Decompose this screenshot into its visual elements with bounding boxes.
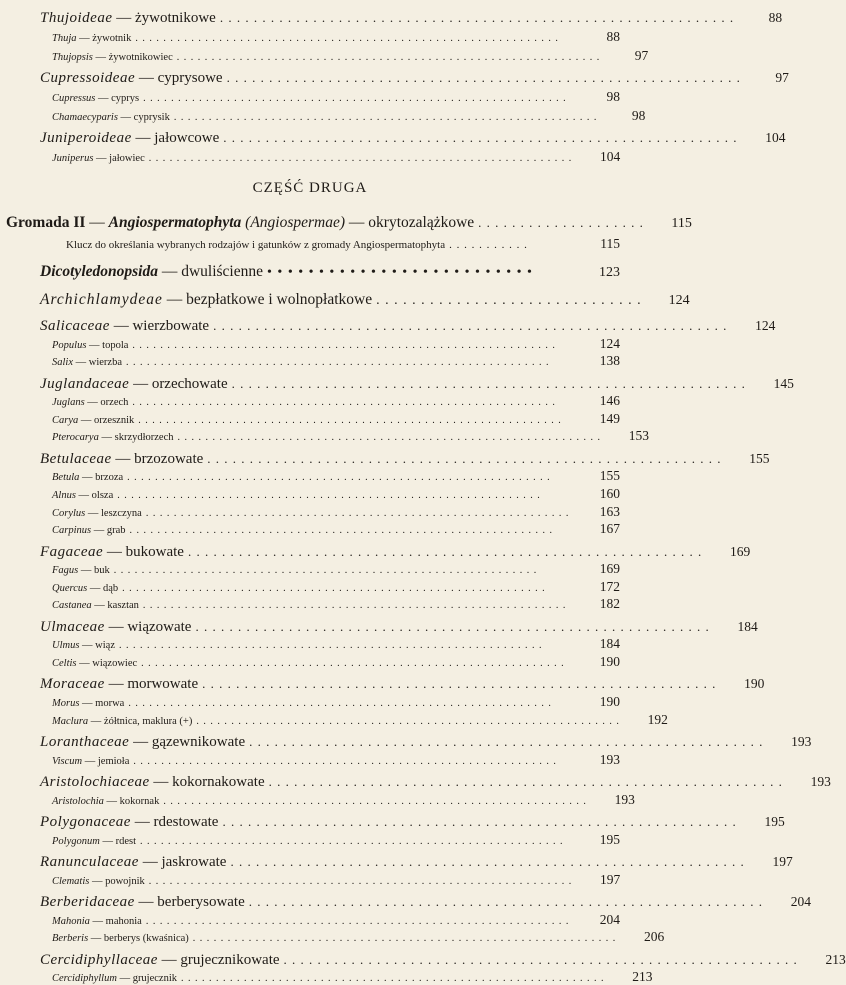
entry-label: Cupressus — cyprys	[52, 93, 140, 104]
entry-label: Ulmaceae — wiązowate	[40, 618, 192, 635]
polish-name: buk	[94, 565, 110, 577]
family-entry[interactable]	[0, 676, 765, 693]
polish-name: wiązowate	[127, 618, 192, 635]
polish-name: olsza	[91, 490, 114, 501]
page-number: 190	[744, 676, 765, 692]
polish-name: brzoza	[95, 472, 124, 484]
entry-label: Maclura — żółtnica, maklura (+)	[52, 715, 193, 727]
polish-name: gązewnikowate	[151, 734, 246, 750]
family-entry[interactable]	[0, 734, 812, 751]
dot-leader: . . . . . . . . . . . . . . . . . . . . . . . . . . . . . . . . . . . . . . . . . . . . . . . . . . . . . . . . . . . . .	[222, 814, 737, 829]
dot-leader: . . . . . . . . . . . . . . . . . . . . . . . . . . . . . . . . . . . . . . . . . . . . . . . . . . . . . . . . . . . . .	[145, 915, 570, 927]
latin-name: Populus	[52, 339, 87, 351]
page-number: 124	[599, 335, 620, 351]
page-number: 97	[775, 70, 789, 85]
latin-name: Juglans	[52, 397, 85, 409]
genus-entry[interactable]	[0, 108, 646, 124]
dot-leader: . . . . . . . . . . . . . . . . . . . . . . . . . . . . . . . . . . . . . . . . . . . . . . . . . . . . . . . . . . . . .	[140, 835, 564, 847]
entry-label: Juglans — orzech	[52, 397, 129, 409]
latin-name: Ulmaceae	[40, 618, 105, 635]
subclass-latin: Archichlamydeae	[40, 291, 163, 308]
polish-name: brzozowate	[134, 450, 204, 467]
dot-leader: . . . . . . . . . . . . . . . . . . . . . . . . . . . . . . . . . . . . . . . . . . . . . . . . . . . . . . . . . . . . .	[181, 973, 605, 985]
dot-leader: . . . . . . . . . . . . . . . . . . . . . . . . . . . . . . . . . . . . . . . . . . . . . . . . . . . . . . . . . . . . .	[187, 543, 703, 559]
genus-entry[interactable]	[0, 969, 653, 985]
family-entry[interactable]	[0, 375, 794, 393]
entry-label: Juniperus — jałowiec	[52, 153, 145, 164]
latin-name: Aristolochia	[52, 795, 104, 807]
entry-label: Thuja — żywotnik	[52, 33, 132, 44]
entry-label: Castanea — kasztan	[52, 600, 139, 612]
page-number: 104	[600, 149, 621, 164]
polish-name: morwowate	[127, 676, 199, 693]
group-entry[interactable]	[0, 214, 692, 232]
entry-label: Corylus — leszczyna	[52, 507, 142, 519]
polish-name: żywotnikowiec	[108, 52, 173, 63]
entry-label: Carpinus — grab	[52, 525, 126, 537]
entry-label: Cupressoideae — cyprysowe	[40, 70, 223, 86]
page-number: 184	[737, 618, 758, 634]
page-number: 193	[599, 751, 620, 767]
genus-entry[interactable]	[0, 791, 635, 808]
family-entry[interactable]	[0, 450, 770, 468]
entry-label: Fagaceae — bukowate	[40, 543, 184, 560]
page-number: 190	[599, 654, 620, 669]
polish-name: żywotnik	[92, 33, 132, 44]
dot-leader: . . . . . . . . . . . . . . . . . . . . . . . . . . . . . . . . . . . . . . . . . . . . . . . . . . . . . . . . . . . . .	[268, 774, 783, 789]
genus-entry[interactable]	[0, 579, 620, 595]
page-number: 163	[599, 503, 620, 519]
family-entry[interactable]	[0, 951, 846, 969]
page-number: 167	[599, 521, 620, 537]
polish-name: wierzbowate	[132, 318, 210, 334]
polish-name: berberysowate	[157, 894, 245, 910]
genus-entry[interactable]	[0, 353, 620, 369]
page-number: 213	[632, 969, 653, 985]
dot-leader: . . . . . . . . . . . . . . . . . . . . . . . . . . . . . . . . . . . . . . . . . . . . . . . . . . . . . . . . . . . . .	[177, 432, 601, 444]
entry-label: Alnus — olsza	[52, 490, 114, 501]
page-number: 213	[825, 951, 846, 967]
page-number: 172	[599, 578, 620, 594]
polish-name: dąb	[102, 582, 119, 594]
latin-name: Fagus	[52, 565, 79, 577]
polish-name: orzesznik	[94, 414, 135, 426]
latin-name: Juniperoideae	[40, 130, 132, 146]
page-number: 193	[791, 734, 812, 749]
latin-name: Berberis	[52, 933, 89, 945]
latin-name: Berberidaceae	[40, 894, 135, 910]
polish-name: topola	[102, 339, 129, 351]
page-number: 184	[599, 636, 620, 652]
latin-name: Salicaceae	[40, 318, 110, 334]
page-number: 204	[599, 911, 620, 927]
class-entry[interactable]: Dicotyledonopsida — dwuliścienne • • • • • • • • • • • • • • • • • • • • • • • • • • 123	[40, 263, 620, 280]
entry-label: Polygonaceae — rdestowate	[40, 814, 219, 830]
polish-name: leszczyna	[101, 507, 142, 519]
dot-leader: . . . . . . . . . . . . . . . . . . . . . . . . . . . . . . . . . . . . . . . . . . . . . . . . . . . . . . . . . . . . .	[119, 640, 543, 652]
entry-label: Juniperoideae — jałowcowe	[40, 130, 220, 146]
entry-label: Salix — wierzba	[52, 357, 122, 369]
entry-label: Morus — morwa	[52, 698, 125, 709]
page-number: 115	[671, 216, 692, 231]
page-number: 195	[764, 814, 785, 829]
latin-name: Clematis	[52, 875, 90, 887]
entry-label: Populus — topola	[52, 339, 129, 351]
dot-leader: . . . . . . . . . . . . . . . . . . . . . . . . . . . . . . . . . . . . . . . . . . . . . . . . . . . . . . . . . . . . .	[148, 153, 573, 164]
genus-entry[interactable]	[0, 872, 620, 888]
polish-name: jałowcowe	[154, 130, 220, 146]
page-number: 197	[772, 854, 793, 869]
latin-name: Loranthaceae	[40, 734, 130, 750]
group-paren: (Angiospermae)	[245, 214, 346, 231]
genus-entry[interactable]	[0, 149, 620, 165]
genus-entry[interactable]	[0, 832, 620, 848]
dot-leader: . . . . . . . . . . . . . . . . . . . . . . . . . . . . . . . . . . . . . . . . . . . . . . . . . . . . . . . . . . . . .	[135, 33, 559, 44]
polish-name: jałowiec	[109, 153, 145, 164]
family-entry[interactable]	[0, 854, 793, 871]
entry-label: Aristolochia — kokornak	[52, 795, 160, 807]
polish-name: orzech	[100, 397, 129, 409]
dot-leader: . . . . . . . . . . . . . . . . . . . . . . . . . . . . . . . . . . . . . . . . . . . . . . . . . . . . . . . . . . . . .	[192, 933, 617, 945]
page-number: 160	[599, 486, 620, 501]
latin-name: Maclura	[52, 715, 89, 727]
dot-leader: . . . . . . . . . . . . . . . . . . . . . . . . . . . . . . . . . . . . . . . . . . . . . . . . . . . . . . . . . . . . .	[226, 70, 741, 85]
dot-leader: . . . . . . . . . . . . . . . . . . . . . . . . . . . . . . . . . . . . . . . . . . . . . . . . . . . . . . . . . . . . .	[249, 734, 764, 749]
polish-name: berberys (kwaśnica)	[103, 933, 189, 945]
page-number: 182	[599, 596, 620, 612]
page-number: 104	[765, 130, 786, 145]
entry-label: Betula — brzoza	[52, 472, 124, 484]
page-number: 169	[729, 543, 751, 559]
entry-label: Celtis — wiązowiec	[52, 658, 138, 669]
dot-leader: . . . . . . . . . . . . . . . . . . . . . . . . . . . . . . . . . . . . . . . . . . . . . . . . . . . . . . . . . . . . .	[231, 375, 746, 391]
page-number: 146	[599, 393, 620, 409]
polish-name: jaskrowate	[161, 854, 227, 870]
latin-name: Betulaceae	[40, 450, 112, 467]
latin-name: Thuja	[52, 33, 77, 44]
entry-label: Viscum — jemioła	[52, 755, 130, 767]
genus-entry[interactable]	[0, 411, 620, 427]
page-number: 155	[749, 450, 770, 466]
polish-name: kokornakowate	[172, 774, 265, 790]
genus-entry[interactable]	[0, 29, 620, 45]
genus-entry[interactable]	[0, 48, 649, 64]
group-latin: Angiospermatophyta	[108, 214, 242, 231]
polish-name: grujecznik	[132, 973, 177, 985]
polish-name: rdestowate	[153, 814, 219, 830]
page-number: 197	[600, 871, 621, 887]
dot-leader: . . . . . . . . . . .	[449, 239, 528, 251]
page-number: 97	[634, 48, 649, 63]
dot-leader: . . . . . . . . . . . . . . . . . . . . . . . . . . . . . . . . . . . . . . . . . . . . . . . . . . . . . . . . . . . . .	[128, 698, 552, 709]
latin-name: Fagaceae	[40, 543, 104, 560]
subclass-entry[interactable]: Archichlamydeae — bezpłatkowe i wolnopłatkowe . . . . . . . . . . . . . . . . . . . . . . . . . . . . . . 124	[40, 291, 690, 308]
genus-entry[interactable]	[0, 596, 620, 612]
subclass-polish: bezpłatkowe i wolnopłatkowe	[186, 291, 373, 308]
key-entry-label: Klucz do określania wybranych rodzajów i gatunków z gromady Angiospermatophyta	[66, 239, 446, 251]
latin-name: Ulmus	[52, 640, 80, 652]
family-entry[interactable]	[0, 618, 758, 636]
page-number: 204	[790, 894, 812, 909]
polish-name: wierzba	[88, 357, 122, 369]
entry-label: Polygonum — rdest	[52, 835, 136, 847]
latin-name: Ranunculaceae	[40, 854, 139, 870]
part-title: CZĘŚĆ DRUGA	[252, 180, 368, 196]
polish-name: morwa	[95, 698, 125, 709]
family-entry[interactable]	[0, 130, 786, 147]
dot-leader: . . . . . . . . . . . . . . . . . . . . . . . . . . . . . . . . . . . . . . . . . . . . . . . . . . . . . . . . . . . . .	[223, 130, 738, 145]
genus-entry[interactable]	[0, 336, 620, 352]
dot-leader: . . . . . . . . . . . . . . . . . . . . . . . . . . . . . . . . . . . . . . . . . . . . . . . . . . . . . . . . . . . . .	[196, 715, 620, 727]
entry-label: Pterocarya — skrzydłorzech	[52, 432, 174, 444]
latin-name: Salix	[52, 357, 73, 369]
latin-name: Cercidiphyllaceae	[40, 951, 158, 968]
latin-name: Thujopsis	[52, 52, 93, 63]
latin-name: Viscum	[52, 755, 83, 767]
latin-name: Carya	[52, 414, 79, 426]
polish-name: wiąz	[95, 640, 115, 652]
latin-name: Celtis	[52, 658, 77, 669]
page-number: 169	[599, 561, 620, 577]
genus-entry[interactable]	[0, 694, 620, 710]
genus-entry[interactable]	[0, 486, 620, 502]
entry-label: Clematis — powojnik	[52, 875, 145, 887]
dot-leader: • • • • • • • • • • • • • • • • • • • • • • • • • •	[267, 265, 533, 280]
entry-label: Berberidaceae — berberysowate	[40, 894, 245, 910]
entry-label: Aristolochiaceae — kokornakowate	[40, 774, 265, 790]
family-entry[interactable]	[0, 774, 831, 791]
latin-name: Cupressoideae	[40, 70, 136, 86]
page-number: 195	[599, 831, 620, 847]
entry-label: Juglandaceae — orzechowate	[40, 375, 228, 392]
genus-entry[interactable]	[0, 504, 620, 520]
polish-name: orzechowate	[151, 375, 228, 392]
polish-name: cyprys	[111, 93, 140, 104]
page-number: 123	[599, 265, 620, 280]
page-number: 193	[810, 774, 831, 789]
latin-name: Cupressus	[52, 93, 96, 104]
dot-leader: . . . . . . . . . . . . . . . . . . . . . . . . . . . . . . . . . . . . . . . . . . . . . . . . . . . . . . . . . . . . .	[176, 52, 601, 63]
page-number: 124	[755, 318, 776, 333]
dot-leader: . . . . . . . . . . . . . . . . . . . . . . . . . . . . . . . . . . . . . . . . . . . . . . . . . . . . . . . . . . . . .	[142, 600, 567, 612]
entry-label: Fagus — buk	[52, 565, 110, 577]
latin-name: Juniperus	[52, 153, 94, 164]
entry-label: Chamaecyparis — cyprysik	[52, 112, 170, 123]
latin-name: Castanea	[52, 600, 92, 612]
class-polish: dwuliścienne	[181, 263, 264, 280]
page-number: 88	[768, 10, 783, 25]
family-entry[interactable]	[0, 814, 785, 831]
genus-entry[interactable]	[0, 468, 620, 484]
latin-name: Polygonaceae	[40, 814, 131, 830]
dot-leader: . . . . . . . . . . . . . . . . . . . . . . . . . . . . . . . . . . . . . . . . . . . . . . . . . . . . . . . . . . . . .	[132, 397, 556, 409]
dot-leader: . . . . . . . . . . . . . . . . . . . . . . . . . . . . . . . . . . . . . . . . . . . . . . . . . . . . . . . . . . . . .	[113, 565, 538, 577]
family-entry[interactable]	[0, 70, 789, 87]
class-latin: Dicotyledonopsida	[40, 263, 158, 280]
group-entry-label: Gromada II — Angiospermatophyta (Angiospermae) — okrytozalążkowe	[6, 214, 475, 231]
page-number: 206	[644, 929, 665, 945]
latin-name: Polygonum	[52, 835, 100, 847]
family-entry[interactable]	[0, 543, 751, 561]
latin-name: Aristolochiaceae	[40, 774, 150, 790]
dot-leader: . . . . . . . . . . . . . . . . . . . . . . . . . . . . . . . . . . . . . . . . . . . . . . . . . . . . . . . . . . . . .	[148, 875, 573, 887]
latin-name: Morus	[52, 698, 80, 709]
dot-leader: . . . . . . . . . . . . . . . . . . . . . . . . . . . . . . . . . . . . . . . . . . . . . . . . . . . . . . . . . . . . .	[230, 854, 745, 869]
dot-leader: . . . . . . . . . . . . . . . . . . . . . . . . . . . . . . . . . . . . . . . . . . . . . . . . . . . . . . . . . . . . .	[117, 490, 541, 501]
latin-name: Betula	[52, 472, 80, 484]
dot-leader: . . . . . . . . . . . . . . . . . . . . . . . . . . . . . . . . . . . . . . . . . . . . . . . . . . . . . . . . . . . . .	[127, 472, 551, 484]
entry-label: Carya — orzesznik	[52, 414, 135, 426]
family-entry[interactable]	[0, 894, 812, 911]
dot-leader: . . . . . . . . . . . . . . . . . . . . . . . . . . . . . . . . . . . . . . . . . . . . . . . . . . . . . . . . . . . . .	[133, 755, 557, 767]
entry-label: Betulaceae — brzozowate	[40, 450, 204, 467]
page-number: 98	[606, 89, 620, 104]
page-number: 88	[606, 29, 620, 44]
dot-leader: . . . . . . . . . . . . . . . . . . . . . . . . . . . . . . . . . . . . . . . . . . . . . . . . . . . . . . . . . . . . .	[207, 450, 722, 466]
dot-leader: . . . . . . . . . . . . . . . . . . . . . . . . . . . . . .	[376, 293, 642, 308]
dot-leader: . . . . . . . . . . . . . . . . . . . . . . . . . . . . . . . . . . . . . . . . . . . . . . . . . . . . . . . . . . . . .	[141, 658, 565, 669]
dot-leader: . . . . . . . . . . . . . . . . . . . . . . . . . . . . . . . . . . . . . . . . . . . . . . . . . . . . . . . . . . . . .	[138, 414, 562, 426]
polish-name: żółtnica, maklura (+)	[103, 715, 193, 727]
latin-name: Carpinus	[52, 525, 92, 537]
polish-name: żywotnikowe	[135, 10, 216, 26]
dot-leader: . . . . . . . . . . . . . . . . . . . . . . . . . . . . . . . . . . . . . . . . . . . . . . . . . . . . . . . . . . . . .	[195, 618, 710, 634]
dot-leader: . . . . . . . . . . . . . . . . . . . . . . . . . . . . . . . . . . . . . . . . . . . . . . . . . . . . . . . . . . . . .	[173, 112, 598, 123]
entry-label: Quercus — dąb	[52, 582, 119, 594]
dot-leader: . . . . . . . . . . . . . . . . . . . . . . . . . . . . . . . . . . . . . . . . . . . . . . . . . . . . . . . . . . . . .	[219, 10, 735, 25]
dot-leader: . . . . . . . . . . . . . . . . . . . . . . . . . . . . . . . . . . . . . . . . . . . . . . . . . . . . . . . . . . . . .	[145, 507, 570, 519]
page-number: 192	[647, 711, 668, 727]
genus-entry[interactable]	[0, 654, 620, 670]
latin-name: Pterocarya	[52, 432, 99, 444]
entry-label: Mahonia — mahonia	[52, 915, 142, 927]
entry-label: Ranunculaceae — jaskrowate	[40, 854, 227, 870]
latin-name: Chamaecyparis	[52, 112, 118, 123]
dot-leader: . . . . . . . . . . . . . . . . . . . . . . . . . . . . . . . . . . . . . . . . . . . . . . . . . . . . . . . . . . . . .	[163, 795, 587, 807]
group-polish: okrytozalążkowe	[368, 214, 475, 231]
latin-name: Cercidiphyllum	[52, 973, 117, 985]
polish-name: grujecznikowate	[180, 951, 280, 968]
polish-name: cyprysik	[133, 112, 170, 123]
dot-leader: . . . . . . . . . . . . . . . . . . . . . . . . . . . . . . . . . . . . . . . . . . . . . . . . . . . . . . . . . . . . .	[143, 93, 567, 104]
latin-name: Mahonia	[52, 915, 90, 927]
latin-name: Juglandaceae	[40, 375, 130, 392]
dot-leader: . . . . . . . . . . . . . . . . . . . . . . . . . . . . . . . . . . . . . . . . . . . . . . . . . . . . . . . . . . . . .	[213, 318, 728, 333]
latin-name: Alnus	[52, 490, 76, 501]
latin-name: Quercus	[52, 582, 88, 594]
dot-leader: . . . . . . . . . . . . . . . . . . . . . . . . . . . . . . . . . . . . . . . . . . . . . . . . . . . . . . . . . . . . .	[202, 676, 717, 692]
dot-leader: . . . . . . . . . . . . . . . . . . . . . . . . . . . . . . . . . . . . . . . . . . . . . . . . . . . . . . . . . . . . .	[132, 339, 556, 351]
entry-label: Thujoideae — żywotnikowe	[40, 10, 216, 26]
family-entry[interactable]	[0, 318, 776, 335]
polish-name: skrzydłorzech	[114, 432, 174, 444]
genus-entry[interactable]	[0, 428, 649, 444]
page-number: 155	[599, 468, 620, 484]
genus-entry[interactable]	[0, 711, 668, 728]
page-number: 124	[668, 293, 690, 308]
polish-name: kokornak	[119, 795, 160, 807]
page-number: 138	[599, 353, 620, 369]
page-number: 193	[614, 791, 635, 807]
family-entry[interactable]	[0, 10, 783, 27]
genus-entry[interactable]	[0, 636, 620, 652]
dot-leader: . . . . . . . . . . . . . . . . . . . . . . . . . . . . . . . . . . . . . . . . . . . . . . . . . . . . . . . . . . . . .	[248, 894, 764, 909]
page-number: 190	[599, 694, 620, 709]
dot-leader: . . . . . . . . . . . . . . . . . . . . . . . . . . . . . . . . . . . . . . . . . . . . . . . . . . . . . . . . . . . . .	[129, 525, 554, 537]
page-number: 153	[628, 428, 649, 444]
entry-label: Cercidiphyllaceae — grujecznikowate	[40, 951, 280, 968]
genus-entry[interactable]	[0, 89, 620, 105]
genus-entry[interactable]	[0, 912, 620, 928]
page-number: 98	[631, 108, 646, 123]
page-number: 149	[599, 410, 620, 426]
dot-leader: . . . . . . . . . . . . . . . . . . . . . . . . . . . . . . . . . . . . . . . . . . . . . . . . . . . . . . . . . . . . .	[125, 357, 550, 369]
entry-label: Berberis — berberys (kwaśnica)	[52, 933, 189, 945]
entry-label: Salicaceae — wierzbowate	[40, 318, 210, 334]
entry-label: Moraceae — morwowate	[40, 676, 199, 693]
genus-entry[interactable]	[0, 521, 620, 537]
latin-name: Corylus	[52, 507, 86, 519]
polish-name: bukowate	[125, 543, 184, 560]
entry-label: Ulmus — wiąz	[52, 640, 115, 652]
polish-name: wiązowiec	[92, 658, 138, 669]
group-prefix: Gromada II	[6, 214, 86, 231]
dot-leader: . . . . . . . . . . . . . . . . . . . . . . . . . . . . . . . . . . . . . . . . . . . . . . . . . . . . . . . . . . . . .	[283, 951, 798, 967]
genus-entry[interactable]	[0, 752, 620, 768]
genus-entry[interactable]	[0, 393, 620, 409]
page-number: 115	[600, 236, 620, 251]
dot-leader: . . . . . . . . . . . . . . . . . . . . . . . . . . . . . . . . . . . . . . . . . . . . . . . . . . . . . . . . . . . . .	[122, 582, 546, 594]
polish-name: kasztan	[107, 600, 139, 612]
page-number: 145	[773, 375, 794, 391]
polish-name: rdest	[115, 835, 136, 847]
polish-name: grab	[106, 525, 126, 537]
latin-name: Thujoideae	[40, 10, 113, 26]
polish-name: powojnik	[105, 875, 145, 887]
entry-label: Cercidiphyllum — grujecznik	[52, 973, 177, 985]
polish-name: jemioła	[97, 755, 130, 767]
entry-label: Loranthaceae — gązewnikowate	[40, 734, 246, 750]
dot-leader: . . . . . . . . . . . . . . . . . . . .	[478, 215, 644, 230]
polish-name: mahonia	[105, 915, 142, 927]
latin-name: Moraceae	[40, 676, 105, 693]
key-entry[interactable]	[0, 236, 620, 252]
entry-label: Thujopsis — żywotnikowiec	[52, 52, 173, 63]
genus-entry[interactable]	[0, 929, 665, 945]
polish-name: cyprysowe	[157, 70, 223, 86]
genus-entry[interactable]	[0, 561, 620, 577]
